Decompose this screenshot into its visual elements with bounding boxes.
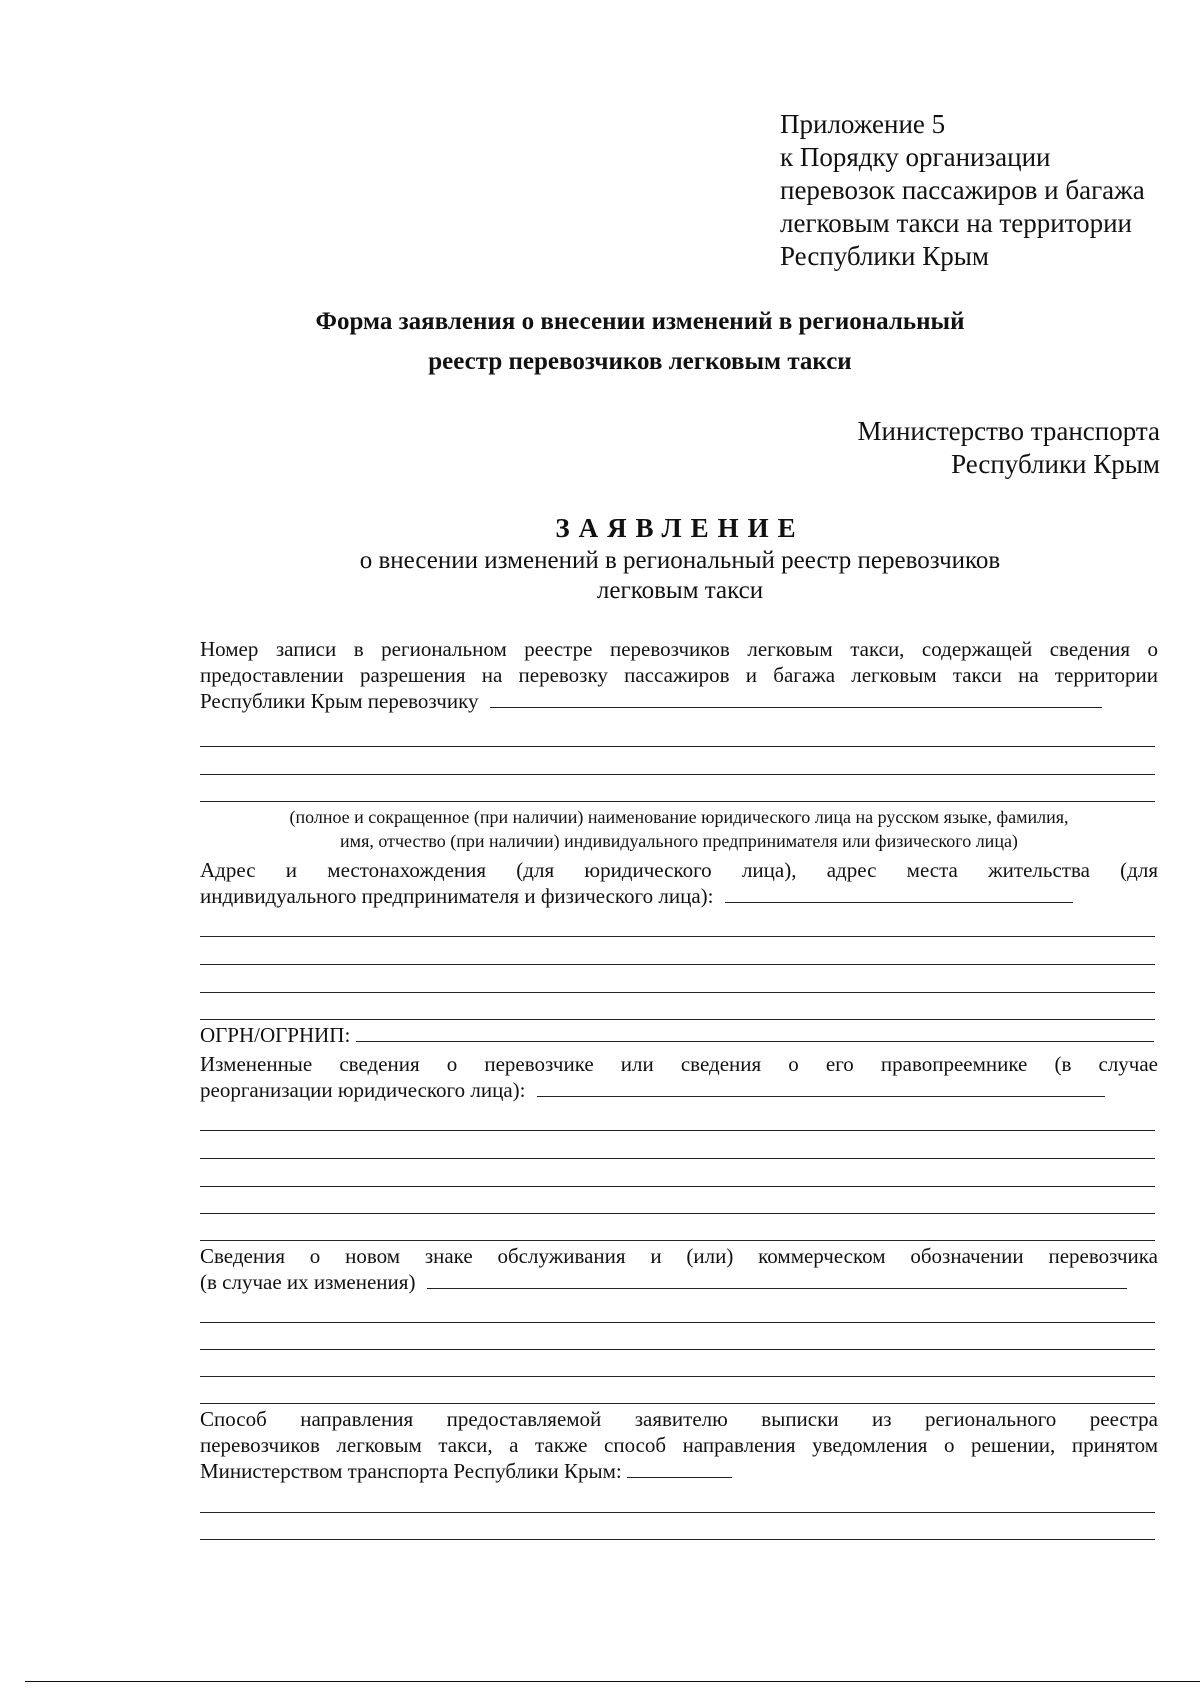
record-number-text: Республики Крым перевозчику: [200, 689, 479, 713]
record-number-text: Номер записи в региональном реестре перевозчиков легковым такси, содержащей сведения о: [200, 637, 1158, 661]
addressee-line: Республики Крым: [951, 449, 1160, 479]
application-subtitle: легковым такси: [596, 577, 764, 604]
address-blank-line[interactable]: [200, 936, 1155, 937]
delivery-method-text: перевозчиков легковым такси, а также способ направления уведомления о решении, принятом: [200, 1433, 1158, 1457]
ogrn-label: ОГРН/ОГРНИП:: [200, 1023, 351, 1047]
service-mark-blank-line[interactable]: [200, 1403, 1155, 1404]
annex-line: Республики Крым: [780, 241, 989, 271]
form-title-line: реестр перевозчиков легковым такси: [428, 348, 852, 375]
service-mark-blank-line[interactable]: [200, 1376, 1155, 1377]
address-blank-line[interactable]: [200, 1019, 1155, 1020]
changed-info-field: [200, 1051, 1158, 1103]
address-last-line: [200, 883, 1158, 909]
record-number-blank-line[interactable]: [200, 801, 1155, 802]
annex-line: к Порядку организации: [780, 142, 1051, 172]
changed-info-text: Измененные сведения о перевозчике или сведения о его правопреемнике (в случае: [200, 1052, 1158, 1076]
application-subtitle: о внесении изменений в региональный реестр перевозчиков: [359, 547, 1001, 574]
changed-info-text: реорганизации юридического лица):: [200, 1078, 526, 1102]
annex-line: легковым такси на территории: [780, 208, 1133, 238]
service-mark-field: [200, 1243, 1158, 1295]
service-mark-blank[interactable]: [427, 1270, 1127, 1289]
form-title: [200, 302, 1080, 382]
changed-info-last-line: [200, 1077, 1158, 1103]
delivery-method-field: [200, 1406, 1158, 1484]
annex-reference: [780, 108, 1145, 273]
service-mark-last-line: [200, 1269, 1158, 1295]
service-mark-text: Сведения о новом знаке обслуживания и (или) коммерческом обозначении перевозчика: [200, 1244, 1158, 1268]
service-mark-blank-line[interactable]: [200, 1349, 1155, 1350]
ogrn-field: [200, 1022, 1158, 1048]
delivery-method-last-line: [200, 1458, 1158, 1484]
caption-text: имя, отчество (при наличии) индивидуального предпринимателя или физического лица): [340, 831, 1018, 851]
address-field: [200, 857, 1158, 909]
changed-info-blank-line[interactable]: [200, 1240, 1155, 1241]
record-number-blank-line[interactable]: [200, 746, 1155, 747]
record-number-blank-line[interactable]: [200, 774, 1155, 775]
service-mark-text: (в случае их изменения): [200, 1270, 416, 1294]
record-number-blank[interactable]: [490, 689, 1102, 708]
application-heading: [200, 510, 1160, 606]
address-text: Адрес и местонахождения (для юридического лица), адрес места жительства (для: [200, 858, 1158, 882]
changed-info-blank-line[interactable]: [200, 1130, 1155, 1131]
addressee: [858, 415, 1160, 481]
changed-info-blank-line[interactable]: [200, 1213, 1155, 1214]
service-mark-blank-line[interactable]: [200, 1322, 1155, 1323]
annex-line: Приложение 5: [780, 109, 946, 139]
delivery-method-text: Министерством транспорта Республики Крым:: [200, 1459, 622, 1483]
name-caption: [200, 805, 1158, 853]
record-number-field: [200, 636, 1158, 714]
changed-info-blank-line[interactable]: [200, 1186, 1155, 1187]
address-text: индивидуального предпринимателя и физического лица):: [200, 884, 714, 908]
addressee-line: Министерство транспорта: [857, 416, 1160, 446]
application-title: ЗАЯВЛЕНИЕ: [555, 513, 805, 543]
delivery-method-blank[interactable]: [627, 1459, 732, 1478]
record-number-text: предоставлении разрешения на перевозку пассажиров и багажа легковым такси на территории: [200, 663, 1158, 687]
record-number-last-line: [200, 688, 1158, 714]
form-title-line: Форма заявления о внесении изменений в региональный: [315, 308, 965, 335]
changed-info-blank-line[interactable]: [200, 1158, 1155, 1159]
address-blank-line[interactable]: [200, 964, 1155, 965]
page-bottom-rule: [25, 1681, 1200, 1682]
address-blank[interactable]: [725, 884, 1073, 903]
ogrn-blank[interactable]: [356, 1023, 1154, 1042]
delivery-method-text: Способ направления предоставляемой заявителю выписки из регионального реестра: [200, 1407, 1158, 1431]
caption-text: (полное и сокращенное (при наличии) наименование юридического лица на русском языке, фамилия,: [289, 807, 1069, 827]
annex-line: перевозок пассажиров и багажа: [780, 175, 1145, 205]
delivery-method-blank-line[interactable]: [200, 1512, 1155, 1513]
delivery-method-blank-line[interactable]: [200, 1539, 1155, 1540]
changed-info-blank[interactable]: [537, 1078, 1105, 1097]
ogrn-line: [200, 1022, 1158, 1048]
address-blank-line[interactable]: [200, 992, 1155, 993]
